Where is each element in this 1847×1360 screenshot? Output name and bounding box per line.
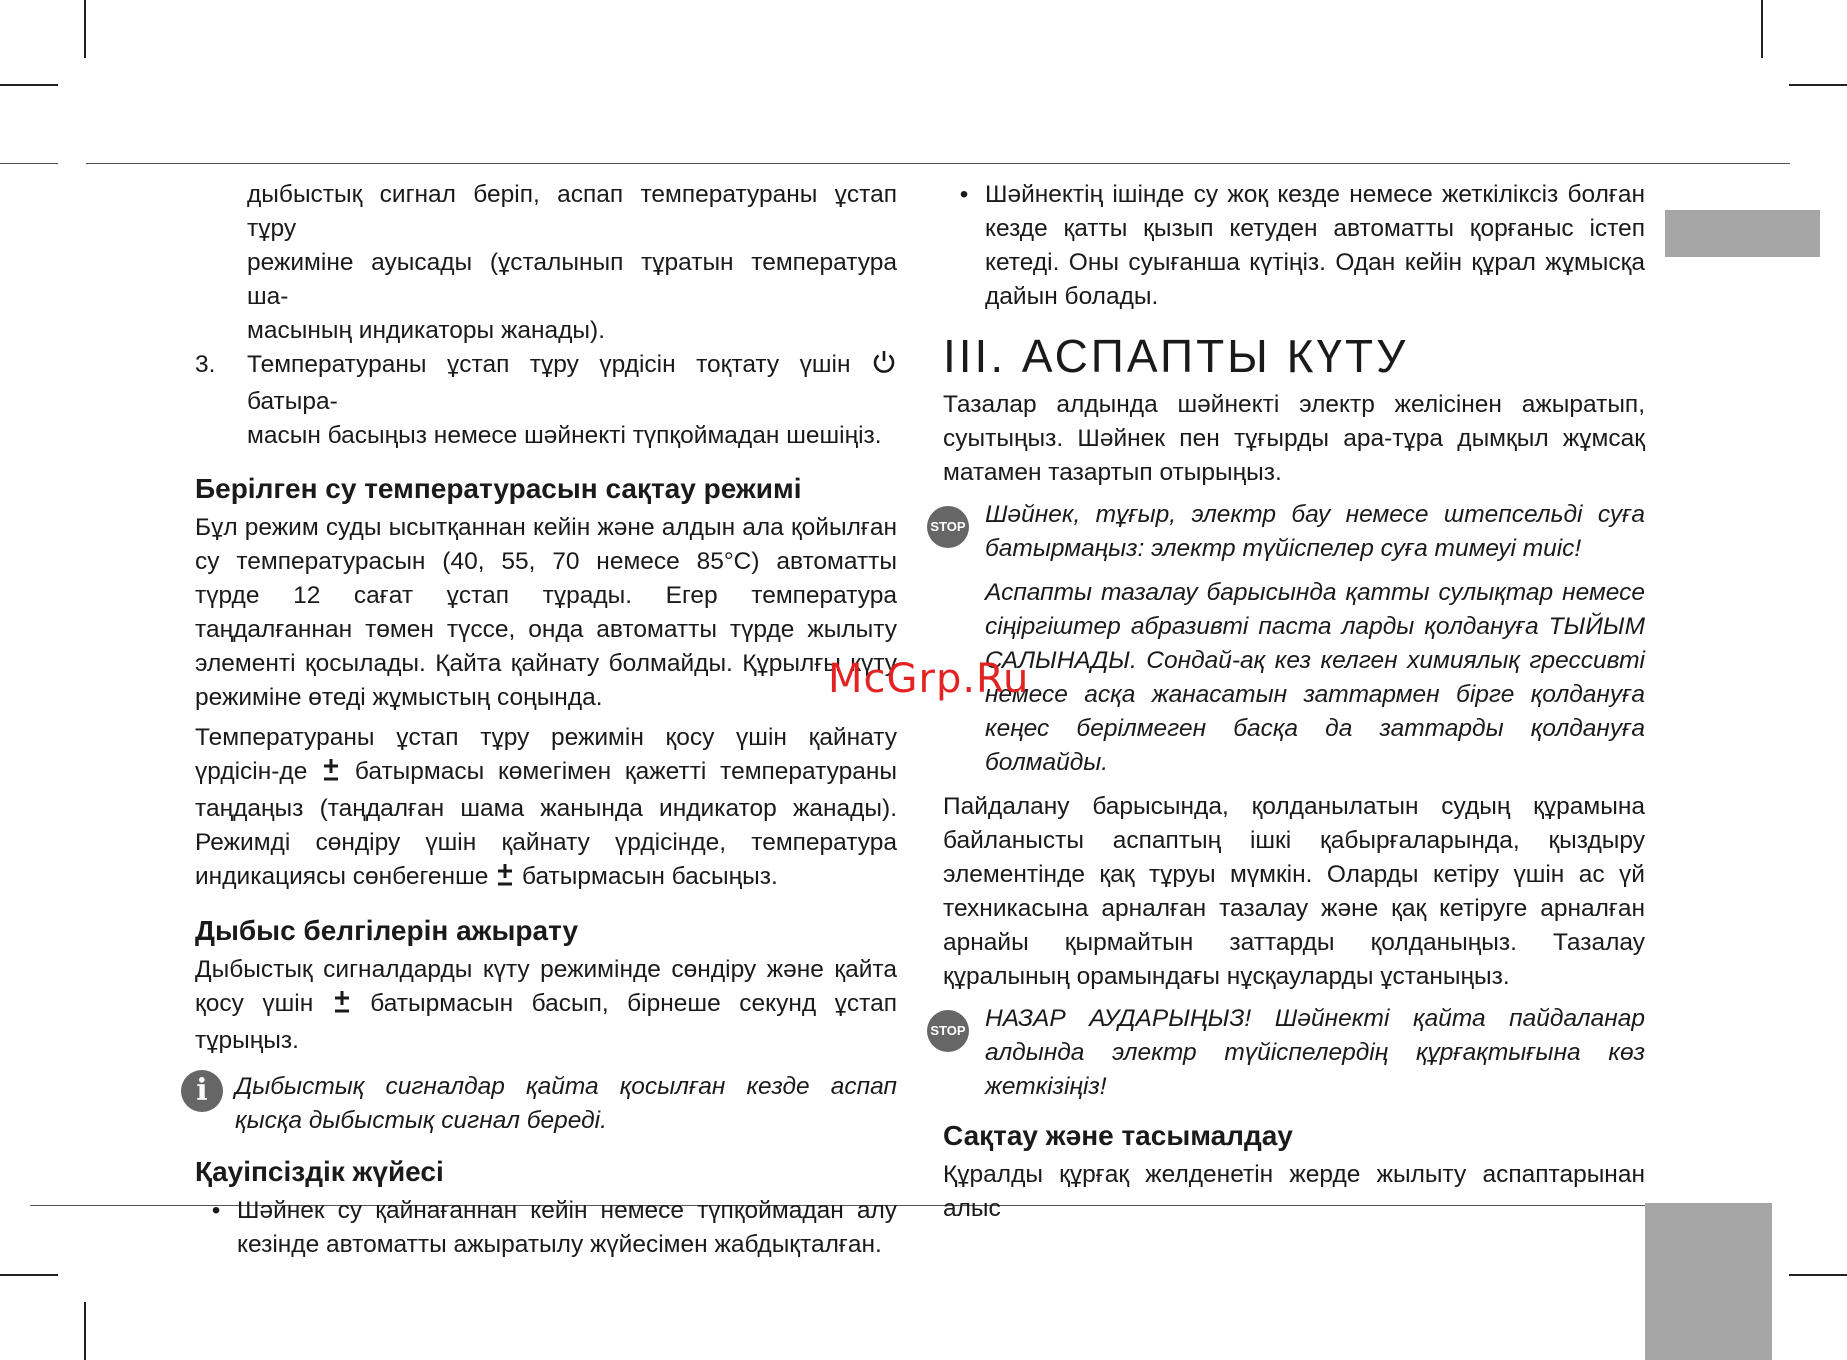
step-continuation xyxy=(195,178,897,348)
stop-note-text: Шәйнек, тұғыр, электр бау немесе штепсельді суға батырмаңыз: электр түйіспелер суға тимеуі тиіс! xyxy=(985,501,1645,562)
section-title: III. АСПАПТЫ КҮТУ xyxy=(943,330,1409,382)
crop-mark xyxy=(1761,0,1763,58)
paragraph-storage: Құралды құрғақ желденетін жерде жылыту аспаптарынан алыс xyxy=(943,1161,1645,1222)
stop-icon: STOP xyxy=(927,506,969,548)
crop-mark xyxy=(84,1302,86,1360)
page-tab xyxy=(1665,210,1820,257)
stop-note-text: Аспапты тазалау барысында қатты сулықтар немесе сіңіргіштер абразивті паста ларды қолдануға ТЫЙЫМ САЛЫНАДЫ. Сондай-ақ кез келген химиялық грессивті немесе асқа жанасатын заттармен бірге қолдануға кеңес берілмеген басқа да заттарды қолдануға болмайды. xyxy=(985,579,1645,776)
heading-safety: Қауіпсіздік жүйесі xyxy=(195,1156,444,1187)
cont-line: дыбыстық сигнал беріп, аспап температураны ұстап тұру xyxy=(247,181,897,242)
bullet-icon: • xyxy=(211,1197,221,1224)
top-rule xyxy=(0,163,58,164)
cont-line: режиміне ауысады (ұсталынып тұратын температура ша- xyxy=(247,249,897,310)
heading-storage: Сақтау және тасымалдау xyxy=(943,1120,1293,1151)
top-rule xyxy=(86,163,1790,164)
bullet-text: Шәйнектің ішінде су жоқ кезде немесе жеткіліксіз болған кезде қатты қызып кетуден автоматты қорғаныс істеп кетеді. Оны суығанша күтіңіз. Одан кейін құрал жұмысқа дайын болады. xyxy=(985,181,1645,310)
plus-minus-icon xyxy=(321,756,341,792)
crop-mark xyxy=(1789,84,1847,86)
paragraph-care: Тазалар алдында шәйнекті электр желісінен ажыратып, суытыңыз. Шәйнек пен тұғырды ара-тұра дымқыл жұмсақ матамен тазартып отырыңыз. xyxy=(943,391,1645,486)
step-text: Температураны ұстап тұру үрдісін тоқтату үшін xyxy=(247,351,871,378)
bullet-text: Шәйнек су қайнағаннан кейін немесе түпқоймадан алу кезінде автоматты ажыратылу жүйесімен жабдықталған. xyxy=(237,1197,897,1258)
crop-mark xyxy=(1789,1274,1847,1276)
step-text: батыра- xyxy=(247,388,338,415)
info-note xyxy=(181,1070,897,1138)
plus-minus-icon xyxy=(495,861,515,897)
cont-line: масының индикаторы жанады). xyxy=(247,317,606,344)
heading-keep-temp: Берілген су температурасын сақтау режимі xyxy=(195,473,802,504)
crop-mark xyxy=(84,0,86,58)
paragraph-scale: Пайдалану барысында, қолданылатын судың құрамына байланысты аспаптың ішкі қабырғаларында, қыздыру элементінде қақ тұруы мүмкін. Оларды кетіру үшін ас үй техникасына арналған тазалау және қақ кетіруге арналған арнайы қырмайтын заттарды қолданыңыз. Тазалау құралының орамындағы нұсқауларды ұстаныңыз. xyxy=(943,793,1645,990)
heading-sound: Дыбыс белгілерін ажырату xyxy=(195,915,579,946)
stop-note-text: НАЗАР АУДАРЫҢЫЗ! Шәйнекті қайта пайдаланар алдында электр түйіспелердің құрғақтығына көз жеткізіңіз! xyxy=(985,1005,1645,1100)
watermark: McGrp.Ru xyxy=(828,656,1030,702)
step-3 xyxy=(195,348,897,453)
paragraph-enable-mode: Температураны ұстап тұру режимін қосу үшін қайнату үрдісін-де батырмасы көмегімен қажетті температураны таңдаңыз (таңдалған шама жанында индикатор жанады). Режимді сөндіру үшін қайнату үрдісінде, температура индикациясы сөнбегенше батырмасын басыңыз. xyxy=(195,721,897,897)
crop-mark xyxy=(0,84,58,86)
power-icon xyxy=(871,349,897,385)
plus-minus-icon xyxy=(332,988,352,1024)
step-number: 3. xyxy=(195,351,216,378)
stop-note xyxy=(927,498,1645,780)
stop-icon: STOP xyxy=(927,1010,969,1052)
paragraph-sound: Дыбыстық сигналдарды күту режимінде сөндіру және қайта қосу үшін батырмасын басып, бірнеше секунд ұстап тұрыңыз. xyxy=(195,956,897,1054)
stop-note xyxy=(927,1002,1645,1104)
crop-mark xyxy=(0,1274,58,1276)
step-text: масын басыңыз немесе шәйнекті түпқоймадан шешіңіз. xyxy=(247,422,882,449)
bullet-item xyxy=(195,1194,897,1262)
info-icon: i xyxy=(181,1070,223,1112)
page-number-box xyxy=(1645,1203,1772,1360)
bullet-item xyxy=(943,178,1645,314)
left-column xyxy=(195,178,897,1262)
info-note-text: Дыбыстық сигналдар қайта қосылған кезде аспап қысқа дыбыстық сигнал береді. xyxy=(235,1073,897,1134)
paragraph-keep-temp: Бұл режим суды ысытқаннан кейін және алдын ала қойылған су температурасын (40, 55, 70 немесе 85°С) автоматты түрде 12 сағат ұстап тұрады. Егер температура таңдалғаннан төмен түссе, онда автоматты түрде жылыту элементі қосылады. Қайта қайнату болмайды. Құрылғы күту режиміне өтеді жұмыстың соңында. xyxy=(195,514,897,711)
right-column xyxy=(930,178,1645,1226)
bullet-icon: • xyxy=(959,181,969,208)
